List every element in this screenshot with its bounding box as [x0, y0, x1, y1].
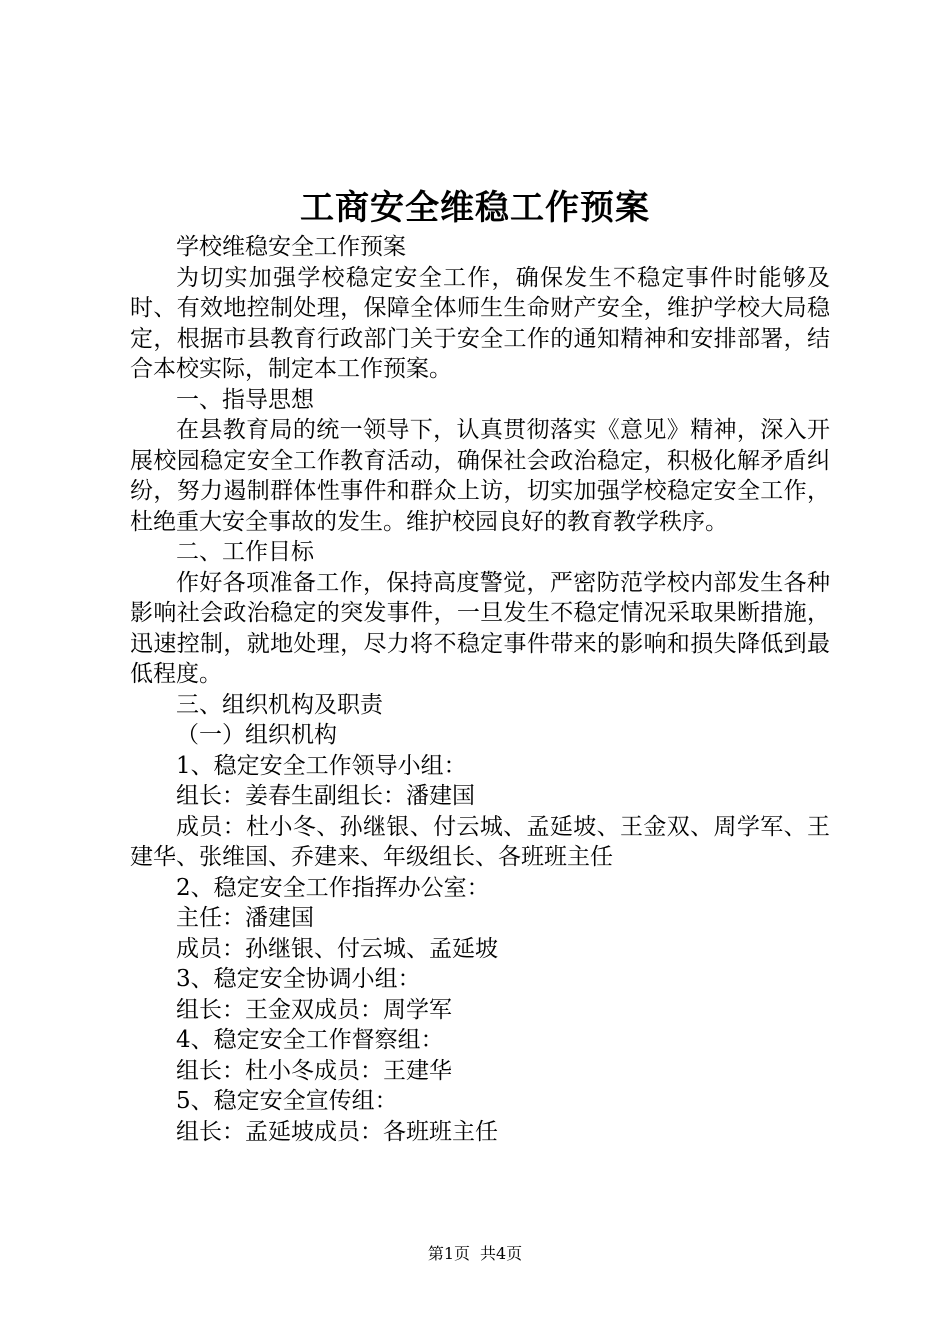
group-coordination-heading: 3、稳定安全协调小组： — [176, 966, 421, 992]
subsection-heading-organization: （一）组织机构 — [176, 722, 337, 748]
document-title: 工商安全维稳工作预案 — [300, 188, 650, 228]
group-coordination-members: 组长：王金双成员：周学军 — [176, 996, 452, 1023]
group-leadership-members: 成员：杜小冬、孙继银、付云城、孟延坡、王金双、周学军、王建华、张维国、乔建来、年级组长、各班班主任 — [130, 813, 830, 870]
page-footer — [0, 1243, 950, 1265]
group-supervision-heading: 4、稳定安全工作督察组： — [176, 1027, 444, 1053]
group-supervision-members: 组长：杜小冬成员：王建华 — [176, 1057, 452, 1084]
work-goals-paragraph: 作好各项准备工作，保持高度警觉，严密防范学校内部发生各种影响社会政治稳定的突发事件，一旦发生不稳定情况采取果断措施，迅速控制，就地处理，尽力将不稳定事件带来的影响和损失降低到最低程度。 — [130, 569, 830, 687]
group-publicity-members: 组长：孟延坡成员：各班班主任 — [176, 1118, 498, 1145]
page-number: 第1页 — [427, 1244, 470, 1263]
group-command-office-heading: 2、稳定安全工作指挥办公室： — [176, 874, 490, 901]
page-total: 共4页 — [480, 1244, 523, 1263]
group-command-office-director: 主任：潘建国 — [176, 905, 314, 931]
intro-paragraph: 为切实加强学校稳定安全工作，确保发生不稳定事件时能够及时、有效地控制处理，保障全体师生生命财产安全，维护学校大局稳定，根据市县教育行政部门关于安全工作的通知精神和安排部署，结合本校实际，制定本工作预案。 — [130, 264, 830, 382]
group-leadership-heading: 1、稳定安全工作领导小组： — [176, 752, 467, 779]
document-body — [130, 232, 830, 1147]
section-heading-organization: 三、组织机构及职责 — [176, 691, 383, 718]
group-publicity-heading: 5、稳定安全宣传组： — [176, 1088, 398, 1114]
subtitle-line: 学校维稳安全工作预案 — [176, 234, 406, 260]
group-leadership-leaders: 组长：姜春生副组长：潘建国 — [176, 783, 475, 809]
section-heading-guiding-ideology: 一、指导思想 — [176, 386, 314, 413]
guiding-ideology-paragraph: 在县教育局的统一领导下，认真贯彻落实《意见》精神，深入开展校园稳定安全工作教育活动，确保社会政治稳定，积极化解矛盾纠纷，努力遏制群体性事件和群众上访，切实加强学校稳定安全工作，杜绝重大安全事故的发生。维护校园良好的教育教学秩序。 — [130, 417, 830, 535]
section-heading-work-goals: 二、工作目标 — [176, 539, 314, 565]
group-command-office-members: 成员：孙继银、付云城、孟延坡 — [176, 935, 498, 962]
